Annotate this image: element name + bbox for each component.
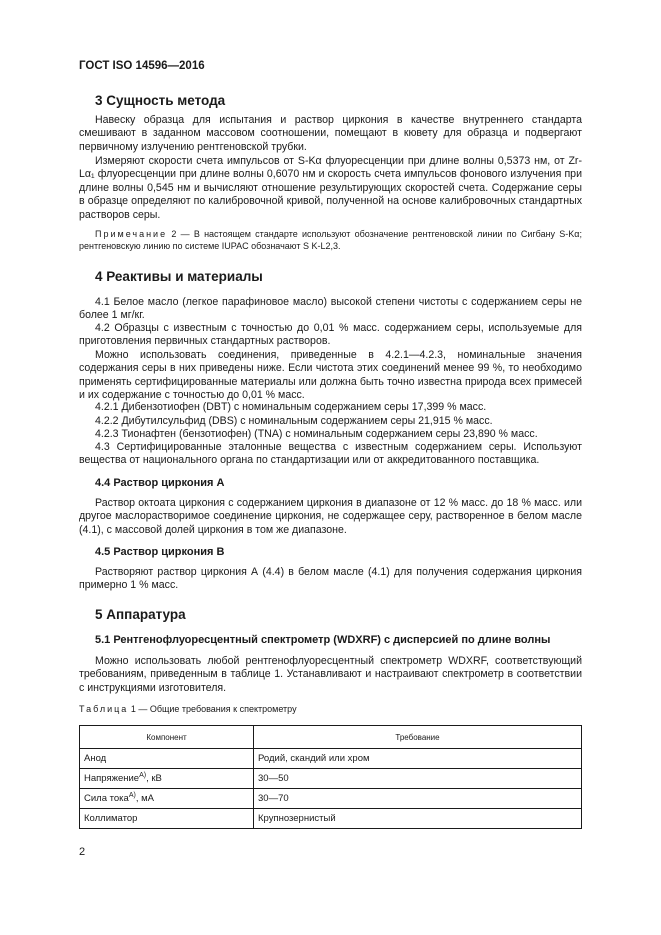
table-row xyxy=(80,749,582,769)
section-3-paragraph-2: Измеряют скорости счета импульсов от S-Kα флуоресценции при длине волны 0,5373 нм, от Zr-Lα₁ флуоресценции при длине волны 0,6070 нм и скорость счета импульсов фонового излучения при длине волны 0,545 нм и вычисляют отношение результирующих скоростей счета. Содержание серы в образце определяют по калибровочной кривой, полученной на основе калибровочных стандартных растворов серы. xyxy=(79,155,582,221)
clause-4-2-body: Можно использовать соединения, приведенные в 4.2.1—4.2.3, номинальные значения содержания серы в них приведены ниже. Если чистота этих соединений менее 99 %, то необходимо применять сертифицированные материалы или должна быть точно известна природа всех примесей и их содержание с точностью до 0,01 % масс. xyxy=(79,349,582,402)
section-4-title: 4 Реактивы и материалы xyxy=(95,269,263,284)
component-unit: , кВ xyxy=(146,773,162,785)
clause-4-4-title: 4.4 Раствор циркония А xyxy=(95,477,225,489)
table-caption xyxy=(79,704,297,714)
spectrometer-requirements-table xyxy=(79,725,582,829)
component-name: Напряжение xyxy=(84,773,140,785)
note-text: 2 — В настоящем стандарте используют обозначение рентгеновской линии по Сигбану S-Kα; рентгеновскую линию по системе IUPAC обозначают S K-L2,3. xyxy=(79,229,582,251)
section-3-paragraph-1: Навеску образца для испытания и раствор циркония в качестве внутреннего стандарта смешивают в заданном массовом соотношении, помещают в кювету для образца и подвергают первичному излучению рентгеновской трубки. xyxy=(79,114,582,153)
table-row xyxy=(80,789,582,809)
clause-4-2-3: 4.2.3 Тионафтен (бензотиофен) (TNA) с номинальным содержанием серы 23,890 % масс. xyxy=(95,428,538,440)
clause-4-5-body: Растворяют раствор циркония А (4.4) в белом масле (4.1) для получения содержания циркония примерно 1 % масс. xyxy=(79,566,582,592)
table-caption-text: 1 — Общие требования к спектрометру xyxy=(130,704,297,714)
requirement-cell: 30—50 xyxy=(254,769,582,789)
component-name: Анод xyxy=(84,753,107,764)
clause-4-1: 4.1 Белое масло (легкое парафиновое масло) высокой степени чистоты с содержанием серы не более 1 мг/кг. xyxy=(79,296,582,322)
component-unit: , мА xyxy=(135,793,154,805)
clause-4-3: 4.3 Сертифицированные эталонные вещества с известным содержанием серы. Используют вещества от национального органа по стандартизации или от аккредитованного поставщика. xyxy=(79,441,582,467)
clause-5-1-title: 5.1 Рентгенофлуоресцентный спектрометр (WDXRF) с дисперсией по длине волны xyxy=(95,634,551,646)
clause-4-2: 4.2 Образцы с известным с точностью до 0,01 % масс. содержанием серы, используемые для приготовления первичных стандартных растворов. xyxy=(79,322,582,348)
component-name: Коллиматор xyxy=(84,813,138,824)
component-name: Сила тока xyxy=(84,793,129,805)
table-row xyxy=(80,809,582,829)
document-header: ГОСТ ISO 14596—2016 xyxy=(79,60,205,72)
table-caption-label: Таблица xyxy=(79,704,129,714)
clause-4-2-1: 4.2.1 Дибензотиофен (DBT) с номинальным содержанием серы 17,399 % масс. xyxy=(95,401,487,413)
footnote-marker: A) xyxy=(139,772,147,780)
clause-5-1-body: Можно использовать любой рентгенофлуоресцентный спектрометр WDXRF, соответствующий требованиям, приведенным в таблице 1. Устанавливают и настраивают спектрометр в соответствии с инструкциями изготовителя. xyxy=(79,655,582,694)
note-label: Примечание xyxy=(95,229,168,239)
component-cell xyxy=(80,769,254,789)
clause-4-2-2: 4.2.2 Дибутилсульфид (DBS) с номинальным содержанием серы 21,915 % масс. xyxy=(95,415,493,427)
requirement-cell: Родий, скандий или хром xyxy=(254,749,582,769)
column-header-component: Компонент xyxy=(80,726,254,749)
component-cell xyxy=(80,789,254,809)
footnote-marker: A) xyxy=(128,792,136,800)
component-cell xyxy=(80,749,254,769)
table-row xyxy=(80,769,582,789)
column-header-requirement: Требование xyxy=(254,726,582,749)
page-number: 2 xyxy=(79,846,86,858)
requirement-cell: Крупнозернистый xyxy=(254,809,582,829)
table-header-row xyxy=(80,726,582,749)
component-cell xyxy=(80,809,254,829)
section-3-title: 3 Сущность метода xyxy=(95,93,226,108)
section-5-title: 5 Аппаратура xyxy=(95,607,186,622)
section-3-note xyxy=(79,228,582,252)
requirement-cell: 30—70 xyxy=(254,789,582,809)
clause-4-4-body: Раствор октоата циркония с содержанием циркония в диапазоне от 12 % масс. до 18 % масс. или другое маслорастворимое соединение циркония, не содержащее серу, растворенное в белом масле (4.1), с массовой долей циркония в том же диапазоне. xyxy=(79,497,582,536)
clause-4-5-title: 4.5 Раствор циркония В xyxy=(95,546,225,558)
